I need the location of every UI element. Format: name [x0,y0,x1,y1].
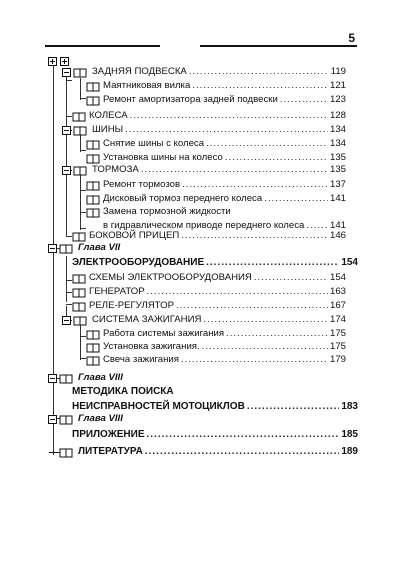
toc-chapter-entry[interactable]: ЛИТЕРАТУРА ..... 189 [48,446,358,458]
toc-entry[interactable]: БОКОВОЙ ПРИЦЕП ..... 146 [72,230,346,242]
collapse-book-icon[interactable] [48,414,76,425]
book-icon [86,207,100,218]
toc-entry[interactable]: Маятниковая вилка ..... 121 [86,80,346,92]
book-icon [86,139,100,150]
toc-entry[interactable]: Ремонт тормозов ..... 137 [86,179,346,191]
toc-entry[interactable]: СХЕМЫ ЭЛЕКТРООБОРУДОВАНИЯ ..... 154 [72,272,346,284]
collapse-book-icon[interactable] [48,243,76,254]
expand-plus-icon[interactable] [48,57,57,66]
collapse-book-icon[interactable] [62,67,90,78]
chapter-heading[interactable]: Глава VII [48,242,346,254]
book-icon [72,273,86,284]
book-icon [86,180,100,191]
book-icon [86,355,100,366]
toc-entry[interactable]: Ремонт амортизатора задней подвески ..... 123 [86,94,346,106]
tree-line-level1 [66,72,67,236]
page-number: 5 [348,31,355,45]
toc-entry[interactable]: Дисковый тормоз переднего колеса ..... 141 [86,193,346,205]
expand-plus-icon[interactable] [60,57,69,66]
toc-entry[interactable]: Замена тормозной жидкости [86,206,346,218]
toc-chapter-entry[interactable]: ЭЛЕКТРООБОРУДОВАНИЕ ..... 154 [72,257,358,269]
tree-line-root [53,62,54,455]
toc-entry[interactable]: ТОРМОЗА ..... 135 [62,164,346,176]
tree-line-level2 [80,78,81,100]
book-icon [72,231,86,242]
chapter-heading[interactable]: Глава VIII [48,372,346,384]
toc-entry[interactable]: Снятие шины с колеса ..... 134 [86,138,346,150]
book-icon [86,153,100,164]
book-icon [86,342,100,353]
toc-entry[interactable]: Свеча зажигания ..... 179 [86,354,346,366]
toc-entry[interactable]: Установка зажигания. ..... 175 [86,341,346,353]
book-icon [86,81,100,92]
header-rule [45,45,357,47]
toc-entry[interactable]: СИСТЕМА ЗАЖИГАНИЯ ..... 174 [62,314,346,326]
collapse-book-icon[interactable] [62,125,90,136]
book-icon [72,287,86,298]
collapse-book-icon[interactable] [62,165,90,176]
book-icon [72,111,86,122]
toc-chapter-entry[interactable]: ПРИЛОЖЕНИЕ ..... 185 [72,429,358,441]
toc-chapter-entry[interactable]: НЕИСПРАВНОСТЕЙ МОТОЦИКЛОВ ..... 183 [72,401,358,413]
toc-chapter-entry[interactable]: МЕТОДИКА ПОИСКА [72,386,174,397]
book-icon [72,301,86,312]
collapse-book-icon[interactable] [62,315,90,326]
book-icon [86,329,100,340]
toc-entry[interactable]: ЗАДНЯЯ ПОДВЕСКА ..... 119 [62,66,346,78]
tree-line-level2 [80,172,81,230]
toc-entry[interactable]: РЕЛЕ-РЕГУЛЯТОР ..... 167 [72,300,346,312]
toc-entry[interactable]: ШИНЫ ..... 134 [62,124,346,136]
book-icon [86,95,100,106]
toc-entry[interactable]: Работа системы зажигания ..... 175 [86,328,346,340]
tree-line-level1 [66,256,67,302]
chapter-heading[interactable]: Глава VIII [48,413,346,425]
book-icon [86,194,100,205]
collapse-book-icon[interactable] [48,373,76,384]
toc-entry[interactable]: КОЛЕСА ..... 128 [72,110,346,122]
toc-entry[interactable]: ГЕНЕРАТОР ..... 163 [72,286,346,298]
tree-line-level2 [80,322,81,360]
toc-entry[interactable]: Установка шины на колесо ..... 135 [86,152,346,164]
book-icon [48,447,76,458]
toc-entry-continuation[interactable]: в гидравлическом приводе переднего колеса ..... 141 [103,220,346,232]
